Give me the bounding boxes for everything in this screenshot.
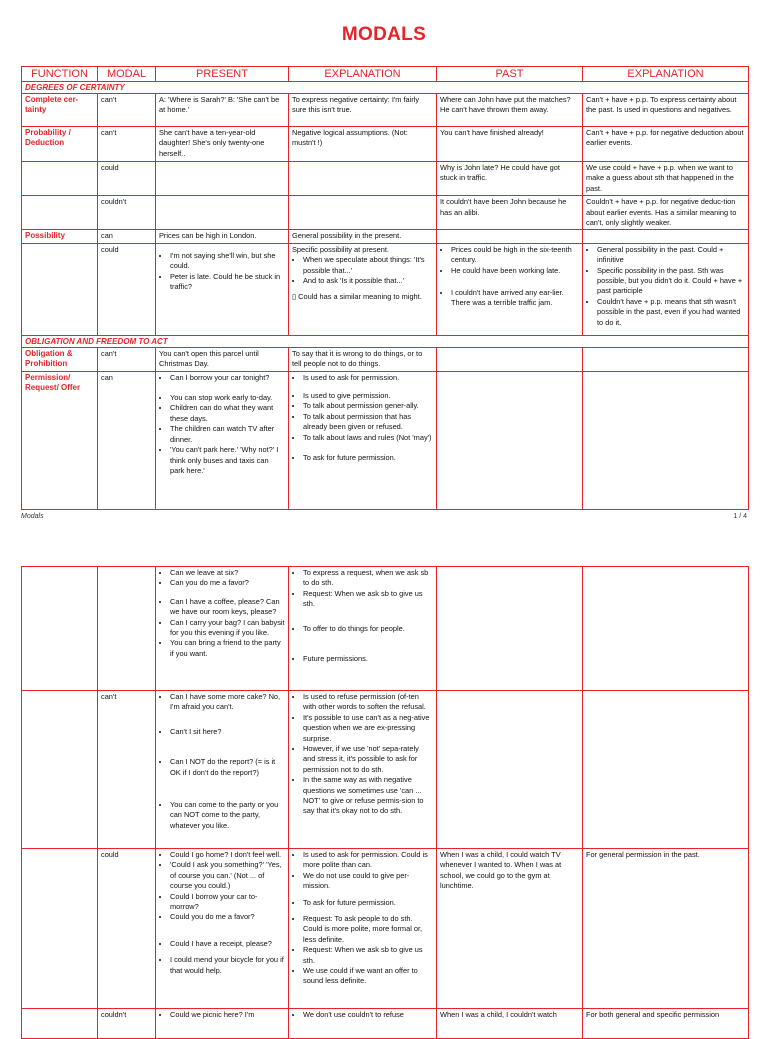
- table-row: [22, 162, 749, 196]
- explanation-cell: To say that it is wrong to do things, or to tell people not to do things.: [289, 347, 437, 371]
- list-item: • You can bring a friend to the party if you want.: [170, 638, 285, 659]
- list-item: • In the same way as with negative questions we sometimes use 'can ... NOT' to give or refuse permis-sion to say that it's okay not to do sth.: [303, 775, 433, 817]
- list-item: • Is used to give permission.: [303, 391, 433, 401]
- table-row: [22, 347, 749, 371]
- header-function: FUNCTION: [22, 67, 98, 82]
- list-item: • Request: When we ask sb to give us sth.: [303, 945, 433, 966]
- list-item: • Can you do me a favor?: [170, 578, 285, 588]
- past-cell: It couldn't have been John because he has an alibi.: [437, 196, 583, 230]
- past-explanation-cell: For general permission in the past.: [583, 849, 749, 1009]
- present-cell: She can't have a ten-year-old daughter! She's only twenty-one herself..: [156, 127, 289, 162]
- present-cell: A: 'Where is Sarah?' B: 'She can't be at home.': [156, 94, 289, 127]
- present-cell: You can't open this parcel until Christmas Day.: [156, 347, 289, 371]
- table-row: [22, 127, 749, 162]
- present-cell: [156, 849, 289, 1009]
- explanation-cell: Negative logical assumptions. (Not: mustn't !): [289, 127, 437, 162]
- modal-cell: can: [98, 230, 156, 243]
- list-item: Specific possibility at present.: [292, 244, 389, 254]
- list-item: • To ask for future permission.: [303, 898, 433, 908]
- function-cell: Complete cer-tainty: [22, 94, 98, 127]
- list-item: • The children can watch TV after dinner.: [170, 424, 285, 445]
- list-item: • Is used to ask for permission.: [303, 373, 433, 383]
- past-cell: Why is John late? He could have got stuck in traffic.: [437, 162, 583, 196]
- list-item: • 'Could I ask you something?' 'Yes, of course you can.' (Not ... of course you could.): [170, 860, 285, 891]
- past-explanation-cell: Can't + have + p.p. for negative deduction about earlier events.: [583, 127, 749, 162]
- header-past: PAST: [437, 67, 583, 82]
- list-item: • Can I have a coffee, please? Can we have our room keys, please?: [170, 597, 285, 618]
- header-past-explanation: EXPLANATION: [583, 67, 749, 82]
- past-cell: Where can John have put the matches? He can't have thrown them away.: [437, 94, 583, 127]
- explanation-cell: [289, 371, 437, 509]
- footer-page-number: 1 / 4: [733, 513, 747, 520]
- header-explanation: EXPLANATION: [289, 67, 437, 82]
- list-item: • Request: When we ask sb to give us sth.: [303, 589, 433, 610]
- list-item: • Could I have a receipt, please?: [170, 939, 285, 949]
- list-item: • General possibility in the past. Could + infinitive: [597, 245, 745, 266]
- list-item: • To offer to do things for people.: [303, 624, 433, 634]
- present-cell: [156, 371, 289, 509]
- explanation-cell: [289, 567, 437, 691]
- explanation-cell: [289, 691, 437, 849]
- function-cell: Obligation & Prohibition: [22, 347, 98, 371]
- past-explanation-cell: Couldn't + have + p.p. for negative deduc-tion about earlier events. Has a similar meaning to can't, only slightly weaker.: [583, 196, 749, 230]
- list-item: • I could mend your bicycle for you if that would help.: [170, 955, 285, 976]
- list-item: ▯ Could has a similar meaning to might.: [292, 292, 422, 302]
- list-item: • Could I borrow your car to-morrow?: [170, 892, 285, 913]
- modal-cell: could: [98, 162, 156, 196]
- list-item: • Can I borrow your car tonight?: [170, 373, 285, 383]
- modal-cell: can't: [98, 94, 156, 127]
- list-item: • Could you do me a favor?: [170, 912, 285, 922]
- list-item: • Can we leave at six?: [170, 568, 285, 578]
- section-row: [22, 335, 749, 347]
- past-explanation-cell: For both general and specific permission: [583, 1009, 749, 1039]
- past-explanation-cell: We use could + have + p.p. when we want to make a guess about sth that happened in the past.: [583, 162, 749, 196]
- list-item: • I'm not saying she'll win, but she could.: [170, 251, 285, 272]
- list-item: • We do not use could to give per-mission.: [303, 871, 433, 892]
- present-cell: [156, 567, 289, 691]
- present-cell: [156, 691, 289, 849]
- table-row: [22, 230, 749, 243]
- header-row: [22, 67, 749, 82]
- footer-doc-name: Modals: [21, 513, 44, 520]
- modal-cell: couldn't: [98, 196, 156, 230]
- present-cell: Prices can be high in London.: [156, 230, 289, 243]
- list-item: • Peter is late. Could he be stuck in traffic?: [170, 272, 285, 293]
- list-item: • Is used to ask for permission. Could is more polite than can.: [303, 850, 433, 871]
- list-item: • We use could if we want an offer to sound less definite.: [303, 966, 433, 987]
- section-obligation: OBLIGATION AND FREEDOM TO ACT: [22, 335, 749, 347]
- list-item: • Could I go home? I don't feel well.: [170, 850, 285, 860]
- past-cell: When I was a child, I couldn't watch: [437, 1009, 583, 1039]
- list-item: • Couldn't have + p.p. means that sth wasn't possible in the past, even if you had wanted to do it.: [597, 297, 745, 328]
- past-explanation-cell: [583, 243, 749, 335]
- past-explanation-cell: Can't + have + p.p. To express certainty about the past. Is used in questions and negatives.: [583, 94, 749, 127]
- table-row: [22, 849, 749, 1009]
- modal-cell: couldn't: [98, 1009, 156, 1039]
- list-item: • Prices could be high in the six-teenth century.: [451, 245, 579, 266]
- list-item: • You can come to the party or you can NOT come to the party, whatever you like.: [170, 800, 285, 831]
- table-row: [22, 567, 749, 691]
- list-item: • And to ask 'Is it possible that...': [303, 276, 433, 286]
- list-item: • To ask for future permission.: [303, 453, 433, 463]
- table-row: [22, 243, 749, 335]
- list-item: • To talk about permission gener-ally.: [303, 401, 433, 411]
- header-present: PRESENT: [156, 67, 289, 82]
- table-row: [22, 691, 749, 849]
- list-item: • Can't I sit here?: [170, 727, 285, 737]
- function-cell: Probability / Deduction: [22, 127, 98, 162]
- modals-table-page2: [21, 566, 749, 1039]
- list-item: • He could have been working late.: [451, 266, 579, 276]
- header-modal: MODAL: [98, 67, 156, 82]
- present-cell: [156, 243, 289, 335]
- modal-cell: can't: [98, 347, 156, 371]
- explanation-cell: To express negative certainty: I'm fairly sure this isn't true.: [289, 94, 437, 127]
- function-cell: Permission/ Request/ Offer: [22, 371, 98, 509]
- table-row: [22, 196, 749, 230]
- modals-table-page1: [21, 66, 749, 510]
- list-item: • You can stop work early to-day.: [170, 393, 285, 403]
- table-row: [22, 94, 749, 127]
- list-item: • We don't use couldn't to refuse: [303, 1010, 433, 1020]
- past-cell: When I was a child, I could watch TV whenever I wanted to. When I was at school, we could go to the gym at lunchtime.: [437, 849, 583, 1009]
- page-title: MODALS: [341, 24, 427, 45]
- explanation-cell: General possibility in the present.: [289, 230, 437, 243]
- list-item: • To talk about permission that has already been given or refused.: [303, 412, 433, 433]
- modal-cell: can't: [98, 127, 156, 162]
- list-item: • To talk about laws and rules (Not 'may'): [303, 433, 433, 443]
- table-row: [22, 371, 749, 509]
- explanation-cell: [289, 243, 437, 335]
- list-item: • Specific possibility in the past. Sth was possible, but you didn't do it. Could + have + past participle: [597, 266, 745, 297]
- list-item: • Request: To ask people to do sth. Could is more polite, more formal or, less definite.: [303, 914, 433, 945]
- list-item: • Could we picnic here? I'm: [170, 1010, 285, 1020]
- list-item: • Can I NOT do the report? (= is it OK if I don't do the report?): [170, 757, 285, 778]
- explanation-cell: [289, 849, 437, 1009]
- list-item: • To express a request, when we ask sb to do sth.: [303, 568, 433, 589]
- list-item: • Can I have some more cake? No, I'm afraid you can't.: [170, 692, 285, 713]
- list-item: • Future permissions.: [303, 654, 433, 664]
- modal-cell: can: [98, 371, 156, 509]
- list-item: • Is used to refuse permission (of-ten with other words to soften the refusal.: [303, 692, 433, 713]
- modal-cell: can't: [98, 691, 156, 849]
- section-certainty: DEGREES OF CERTAINTY: [22, 82, 749, 94]
- list-item: • 'You can't park here.' 'Why not?' I think only buses and taxis can park here.': [170, 445, 285, 476]
- list-item: • I couldn't have arrived any ear-lier. There was a terrible traffic jam.: [451, 288, 579, 309]
- modal-cell: could: [98, 243, 156, 335]
- function-cell: Possibility: [22, 230, 98, 243]
- section-row: [22, 82, 749, 94]
- modal-cell: could: [98, 849, 156, 1009]
- list-item: • Can I carry your bag? I can babysit for you this evening if you like.: [170, 618, 285, 639]
- past-cell: [437, 243, 583, 335]
- list-item: • However, if we use 'not' sepa-rately and stress it, it's possible to ask for permission not to do sth.: [303, 744, 433, 775]
- list-item: • When we speculate about things: 'It's possible that...': [303, 255, 433, 276]
- list-item: • Children can do what they want these days.: [170, 403, 285, 424]
- past-cell: You can't have finished already!: [437, 127, 583, 162]
- list-item: • It's possible to use can't as a neg-ative question when we are ex-pressing surprise.: [303, 713, 433, 744]
